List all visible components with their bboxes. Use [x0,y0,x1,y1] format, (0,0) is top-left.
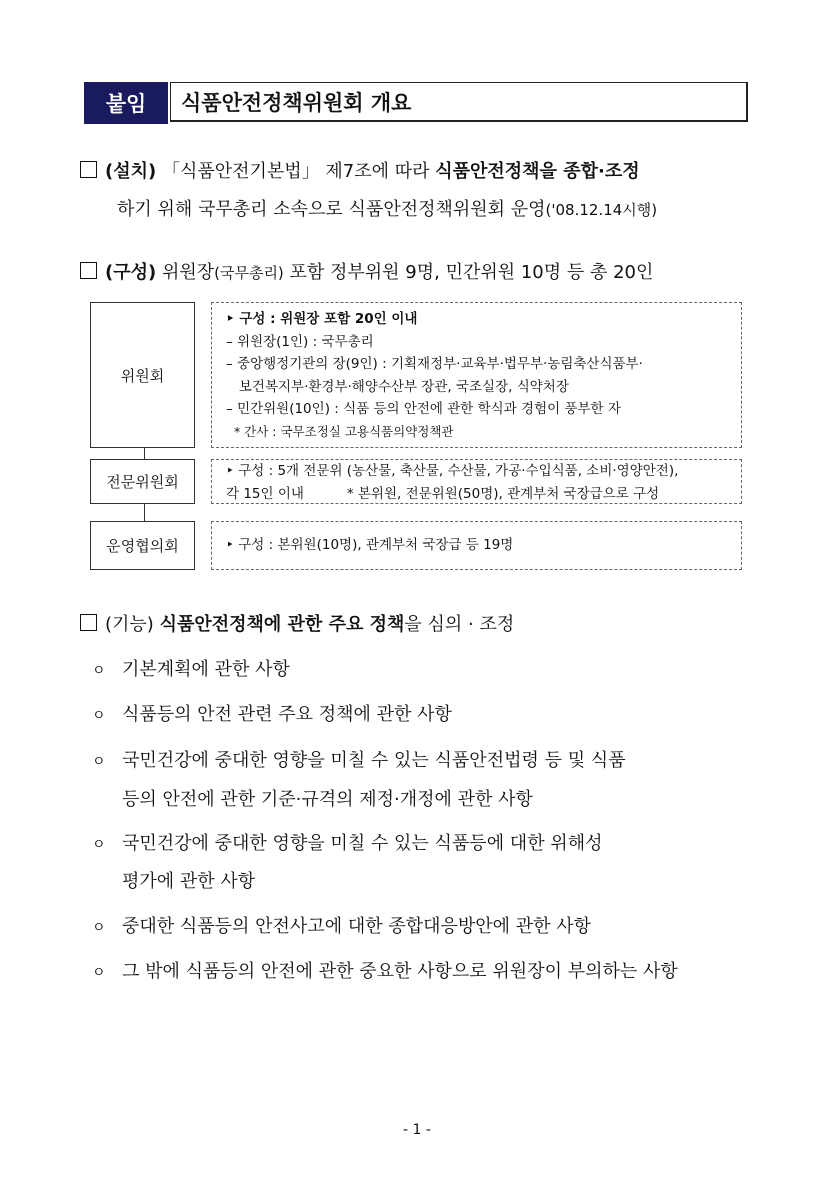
item-text: 기본계획에 관한 사항 [122,659,290,680]
item-text: 식품등의 안전 관련 주요 정책에 관한 사항 [122,704,452,725]
composition-label: (구성) [105,262,157,283]
setup-label: (설치) [105,161,157,182]
bullet-icon: ㅇ [92,754,106,770]
list-item [92,952,678,993]
setup-line-2 [117,192,657,228]
list-item-continuation: 평가에 관한 사항 [122,871,256,892]
committee-line: – 중앙행정기관의 장(9인) : 기획재정부·교육부·법무부·농림축산식품부· [226,356,643,372]
committee-line: – 위원장(1인) : 국무총리 [226,333,374,350]
page-number: - 1 - [403,1122,431,1138]
composition-text-a: 위원장 [156,262,215,283]
setup-bold: 식품안전정책을 종합·조정 [435,161,640,182]
org-operation-detail [211,521,742,570]
composition-line [80,255,653,291]
org-expert-detail [211,459,742,504]
bullet-icon: ㅇ [92,965,106,981]
list-item-continuation: 등의 안전에 관한 기준·규격의 제정·개정에 관한 사항 [122,789,533,810]
operation-line: ‣ 구성 : 본위원(10명), 관계부처 국장급 등 19명 [226,537,514,554]
list-item [92,824,602,865]
page-title: 식품안전정책위원회 개요 [170,82,748,122]
bullet-icon: ㅇ [92,663,106,679]
item-text: 그 밖에 식품등의 안전에 관한 중요한 사항으로 위원장이 부의하는 사항 [122,961,678,982]
attachment-tag: 붙임 [84,82,168,124]
bullet-icon: ㅇ [92,837,106,853]
connector-line [144,448,145,459]
committee-line: * 간사 : 국무조정실 고용식품의약정책관 [226,423,454,439]
connector-line [144,504,145,521]
title-bar [84,82,750,124]
composition-text-b: 포함 정부위원 9명, 민간위원 10명 등 총 20인 [283,262,654,283]
org-committee-name: 위원회 [120,366,165,385]
item-text: 국민건강에 중대한 영향을 미칠 수 있는 식품안전법령 등 및 식품 [122,750,626,771]
list-item [92,741,626,782]
bullet-icon: ㅇ [92,708,106,724]
checkbox-icon [80,614,97,631]
item-text: 국민건강에 중대한 영향을 미칠 수 있는 식품등에 대한 위해성 [122,833,603,854]
committee-line: – 민간위원(10인) : 식품 등의 안전에 관한 학식과 경험이 풍부한 자 [226,401,621,417]
function-rest: 을 심의 · 조정 [404,614,515,635]
setup-date: ('08.12.14시행) [545,201,658,219]
org-expert-box [90,459,195,504]
function-line [80,607,514,643]
org-committee-box [90,302,195,448]
setup-text: 「식품안전기본법」 제7조에 따라 [156,161,436,182]
expert-line: 각 15인 이내 * 본위원, 전문위원(50명), 관계부처 국장급으로 구성 [226,485,660,502]
org-committee-detail [211,302,742,448]
org-expert-name: 전문위원회 [106,473,179,491]
org-operation-name: 운영협의회 [106,537,179,555]
expert-line: ‣ 구성 : 5개 전문위 (농산물, 축산물, 수산물, 가공·수입식품, 소비·영양안전), [226,463,679,479]
org-operation-box [90,521,195,570]
checkbox-icon [80,262,97,279]
function-bold: 식품안전정책에 관한 주요 정책 [159,614,405,635]
committee-line: ‣ 구성 : 위원장 포함 20인 이내 [226,311,418,327]
committee-line: 보건복지부·환경부·해양수산부 장관, 국조실장, 식약처장 [226,378,569,395]
function-label: (기능) [105,614,154,635]
list-item [92,907,591,948]
list-item [92,695,452,736]
setup-line-1 [80,154,640,190]
bullet-icon: ㅇ [92,920,106,936]
setup-line2-text: 하기 위해 국무총리 소속으로 식품안전정책위원회 운영 [117,199,546,220]
composition-paren: (국무총리) [214,264,284,282]
checkbox-icon [80,161,97,178]
item-text: 중대한 식품등의 안전사고에 대한 종합대응방안에 관한 사항 [122,916,592,937]
list-item [92,650,290,691]
